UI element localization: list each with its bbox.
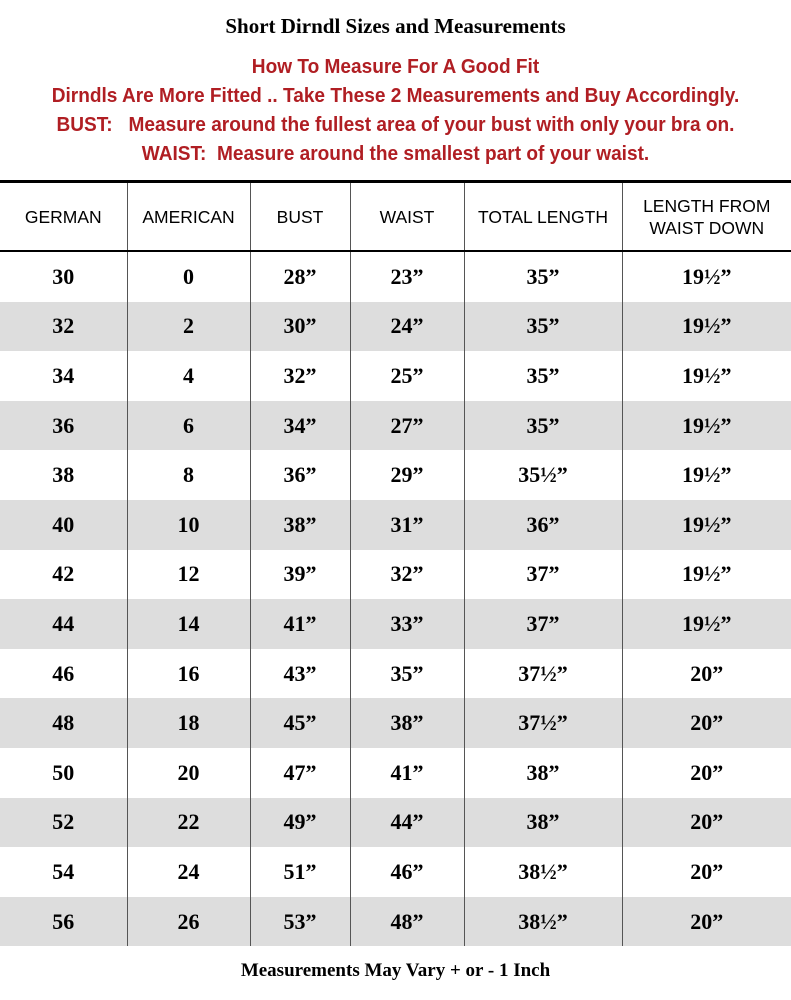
table-cell: 40 [0,500,127,550]
table-cell: 30 [0,251,127,302]
table-row [0,798,791,848]
table-row [0,450,791,500]
table-cell: 20” [622,798,791,848]
size-table [0,183,791,946]
column-header: TOTAL LENGTH [464,183,622,251]
table-cell: 35½” [464,450,622,500]
table-cell: 48 [0,698,127,748]
table-cell: 38½” [464,847,622,897]
table-cell: 32” [250,351,350,401]
table-row [0,698,791,748]
table-cell: 16 [127,649,250,699]
table-row [0,351,791,401]
table-cell: 20” [622,698,791,748]
table-cell: 32 [0,302,127,352]
table-row [0,550,791,600]
table-row [0,748,791,798]
table-cell: 19½” [622,500,791,550]
table-row [0,847,791,897]
table-cell: 36” [250,450,350,500]
table-cell: 34 [0,351,127,401]
footer-note: Measurements May Vary + or - 1 Inch [240,960,551,981]
table-cell: 51” [250,847,350,897]
table-cell: 19½” [622,302,791,352]
column-header: AMERICAN [127,183,250,251]
table-cell: 19½” [682,561,732,587]
table-cell: 56 [0,897,127,947]
table-cell: 37½” [464,649,622,699]
table-cell: 20 [127,748,250,798]
table-cell: 38” [464,798,622,848]
table-cell: 54 [0,847,127,897]
table-cell: 20” [622,897,791,947]
table-cell: 33” [350,599,464,649]
table-cell: 12 [127,550,250,600]
table-cell: 45” [250,698,350,748]
table-cell: 22 [127,798,250,848]
table-body [0,251,791,946]
table-cell: 38½” [464,897,622,947]
table-cell: 53” [250,897,350,947]
table-cell: 37” [464,599,622,649]
table-cell: 20” [690,660,724,686]
table-header [0,183,791,251]
table-cell: 41” [350,748,464,798]
table-cell: 14 [127,599,250,649]
table-cell: 35” [464,302,622,352]
column-header: WAIST [350,183,464,251]
table-cell: 38 [0,450,127,500]
table-cell: 35” [464,251,622,302]
column-header: LENGTH FROM WAIST DOWN [622,183,791,251]
bust-instruction: BUST: Measure around the fullest area of your bust with only your bra on. [56,113,735,136]
table-cell: 46” [350,847,464,897]
table-cell: 19½” [682,362,732,388]
table-cell: 27” [350,401,464,451]
table-cell: 30” [250,302,350,352]
table-cell: 31” [350,500,464,550]
table-cell: 26 [127,897,250,947]
table-cell: 36 [0,401,127,451]
table-cell: 46 [0,649,127,699]
table-cell: 0 [127,251,250,302]
table-cell: 19½” [622,401,791,451]
table-cell: 10 [127,500,250,550]
table-cell: 18 [127,698,250,748]
waist-instruction: WAIST: Measure around the smallest part of your waist. [141,142,650,165]
table-cell: 35” [464,401,622,451]
table-cell: 49” [250,798,350,848]
table-row [0,401,791,451]
table-row [0,897,791,947]
instructions-heading: How To Measure For A Good Fit [251,55,540,78]
table-cell: 48” [350,897,464,947]
instructions-note: Dirndls Are More Fitted .. Take These 2 Measurements and Buy Accordingly. [51,84,740,107]
table-cell: 38” [250,500,350,550]
table-cell: 52 [0,798,127,848]
table-row [0,302,791,352]
table-cell: 37½” [464,698,622,748]
table-cell: 43” [250,649,350,699]
table-cell: 32” [350,550,464,600]
table-cell: 42 [0,550,127,600]
table-cell: 37” [464,550,622,600]
table-cell: 39” [250,550,350,600]
table-cell: 24 [127,847,250,897]
column-header: GERMAN [0,183,127,251]
table-cell: 29” [350,450,464,500]
measuring-instructions [28,52,764,168]
table-cell: 44 [0,599,127,649]
size-chart [0,180,791,942]
table-row [0,599,791,649]
table-row [0,251,791,302]
table-cell: 20” [690,858,724,884]
table-cell: 8 [127,450,250,500]
table-cell: 23” [350,251,464,302]
table-cell: 4 [127,351,250,401]
table-cell: 35” [350,649,464,699]
table-cell: 35” [464,351,622,401]
table-row [0,649,791,699]
table-cell: 19½” [682,263,732,289]
table-cell: 50 [0,748,127,798]
table-cell: 19½” [622,599,791,649]
table-row [0,500,791,550]
table-cell: 6 [127,401,250,451]
table-cell: 41” [250,599,350,649]
table-cell: 19½” [682,462,732,488]
table-cell: 24” [350,302,464,352]
table-cell: 34” [250,401,350,451]
table-cell: 47” [250,748,350,798]
table-cell: 2 [127,302,250,352]
table-cell: 20” [690,759,724,785]
table-cell: 38” [464,748,622,798]
table-cell: 38” [350,698,464,748]
table-cell: 44” [350,798,464,848]
column-header: BUST [250,183,350,251]
page-title: Short Dirndl Sizes and Measurements [225,14,566,38]
table-cell: 25” [350,351,464,401]
table-cell: 28” [250,251,350,302]
table-cell: 36” [464,500,622,550]
